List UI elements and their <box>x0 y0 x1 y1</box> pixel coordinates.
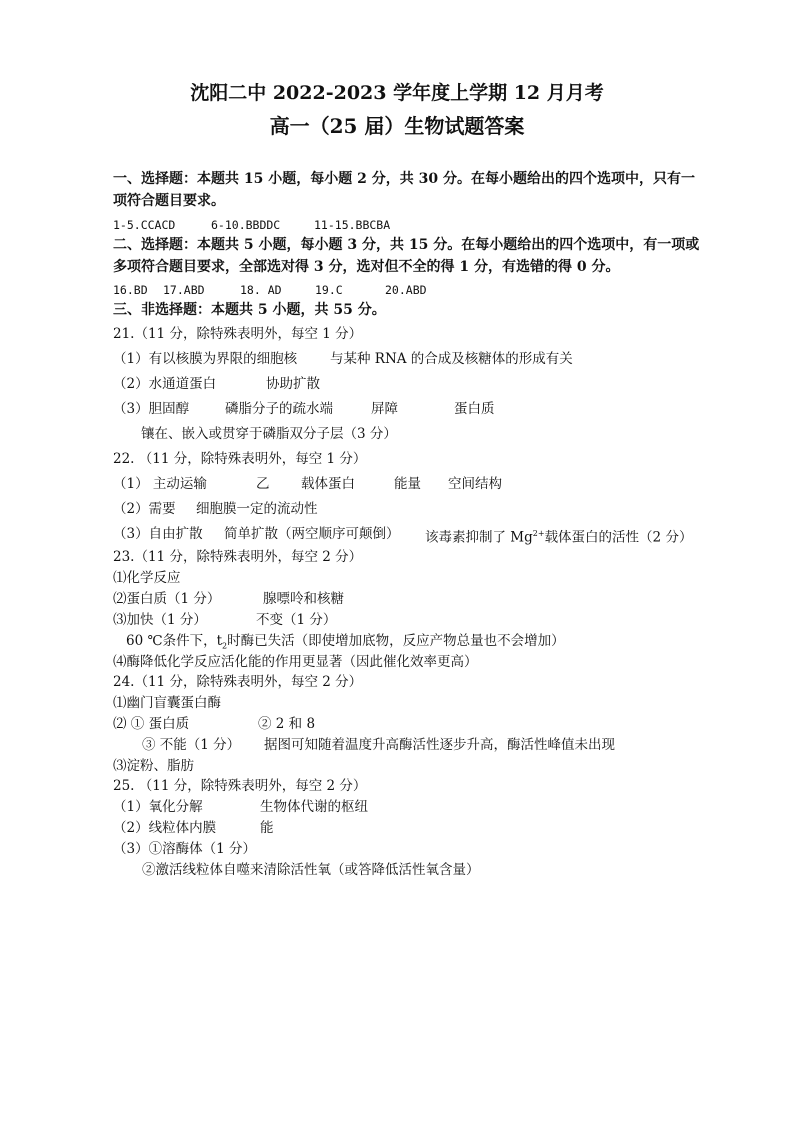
section1-heading-line1: 一、选择题：本题共 15 小题，每小题 2 分，共 30 分。在每小题给出的四个选项中，只有一 <box>113 171 695 187</box>
q23-line4: 60 ℃条件下，$t_2$时酶已失活（即使增加底物，反应产物总量也不会增加） <box>126 633 565 651</box>
q24-2-answer-b: ② 2 和 8 <box>258 716 316 732</box>
answer-20: 20.ABD <box>385 283 427 297</box>
q21-1-answer-a: （1）有以核膜为界限的细胞核 <box>113 351 298 367</box>
answer-1-5: 1-5.CCACD <box>113 218 176 232</box>
section3-heading: 三、非选择题：本题共 5 小题，共 55 分。 <box>113 302 386 318</box>
q21-3-answer-a: （3）胆固醇 <box>113 401 190 417</box>
q22-1-answer-d: 能量 <box>394 476 421 492</box>
q21-3-answer-b: 磷脂分子的疏水端 <box>225 401 333 417</box>
q24-3-answer-a: ③ 不能（1 分） <box>142 737 241 753</box>
q24-line4: ⑶淀粉、脂肪 <box>113 758 194 774</box>
q25-1-answer-a: （1）氧化分解 <box>113 799 203 815</box>
q22-3-answer-b: 简单扩散（两空顺序可颠倒） <box>224 526 400 542</box>
answer-18: 18. AD <box>240 283 282 297</box>
q21-line4: 镶在、嵌入或贯穿于磷脂双分子层（3 分） <box>141 426 397 442</box>
q24-heading: 24.（11 分，除特殊表明外，每空 2 分） <box>113 674 363 690</box>
answer-6-10: 6-10.BBDDC <box>211 218 281 232</box>
q25-2-answer-a: （2）线粒体内膜 <box>113 820 217 836</box>
q22-1-answer-c: 载体蛋白 <box>301 476 355 492</box>
page-subtitle: 高一（25 届）生物试题答案 <box>269 114 525 138</box>
q25-line4: ②激活线粒体自噬来清除活性氧（或答降低活性氧含量） <box>142 862 480 878</box>
answer-11-15: 11-15.BBCBA <box>314 218 391 232</box>
q25-line3: （3）①溶酶体（1 分） <box>113 841 256 857</box>
q23-2-answer-a: ⑵蛋白质（1 分） <box>113 591 221 607</box>
q22-1-answer-b: 乙 <box>256 476 270 492</box>
q23-heading: 23.（11 分，除特殊表明外，每空 2 分） <box>113 549 363 565</box>
q23-2-answer-b: 腺嘌呤和核糖 <box>263 591 344 607</box>
q24-2-answer-a: ⑵ ① 蛋白质 <box>113 716 190 732</box>
answer-19: 19.C <box>315 283 343 297</box>
q21-heading: 21.（11 分，除特殊表明外，每空 1 分） <box>113 326 363 342</box>
q22-heading: 22. （11 分，除特殊表明外，每空 1 分） <box>113 451 367 467</box>
q21-1-answer-b: 与某种 RNA 的合成及核糖体的形成有关 <box>330 351 573 367</box>
q23-line5: ⑷酶降低化学反应活化能的作用更显著（因此催化效率更高） <box>113 654 478 670</box>
q23-3-answer-b: 不变（1 分） <box>256 612 337 628</box>
q21-3-answer-c: 屏障 <box>371 401 398 417</box>
page-title: 沈阳二中 2022-2023 学年度上学期 12 月月考 <box>190 82 604 104</box>
q22-3-answer-c: 该毒素抑制了 $Mg^{2+}$载体蛋白的活性（2 分） <box>425 529 693 546</box>
q23-3-answer-a: ⑶加快（1 分） <box>113 612 207 628</box>
q22-1-answer-a: （1） 主动运输 <box>113 476 207 492</box>
answer-16: 16.BD <box>113 283 148 297</box>
q22-1-answer-e: 空间结构 <box>448 476 502 492</box>
q23-line1: ⑴化学反应 <box>113 570 181 586</box>
q21-3-answer-d: 蛋白质 <box>454 401 495 417</box>
q24-line1: ⑴幽门盲囊蛋白酶 <box>113 695 221 711</box>
q25-heading: 25. （11 分，除特殊表明外，每空 2 分） <box>113 778 367 794</box>
section1-heading-line2: 项符合题目要求。 <box>113 193 225 209</box>
q21-2-answer-b: 协助扩散 <box>266 376 320 392</box>
section2-heading-line1: 二、选择题：本题共 5 小题，每小题 3 分，共 15 分。在每小题给出的四个选项中，有一项或 <box>113 237 700 253</box>
q22-2-answer-b: 细胞膜一定的流动性 <box>196 501 318 517</box>
q25-2-answer-b: 能 <box>260 820 274 836</box>
q22-3-answer-a: （3）自由扩散 <box>113 526 203 542</box>
q22-2-answer-a: （2）需要 <box>113 501 176 517</box>
q25-1-answer-b: 生物体代谢的枢纽 <box>260 799 368 815</box>
q24-3-answer-b: 据图可知随着温度升高酶活性逐步升高，酶活性峰值未出现 <box>264 737 615 753</box>
section2-heading-line2: 多项符合题目要求，全部选对得 3 分，选对但不全的得 1 分，有选错的得 0 分。 <box>113 259 620 275</box>
q21-2-answer-a: （2）水通道蛋白 <box>113 376 217 392</box>
answer-17: 17.ABD <box>163 283 205 297</box>
